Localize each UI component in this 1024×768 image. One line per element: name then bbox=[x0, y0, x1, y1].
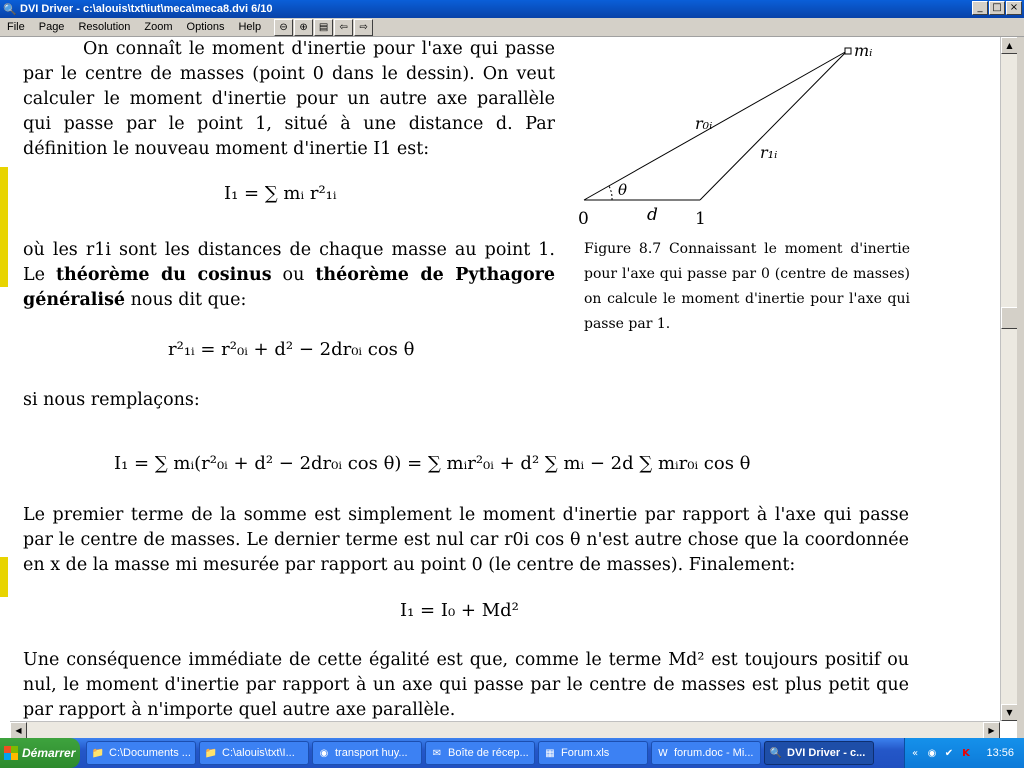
label-d: d bbox=[647, 205, 658, 225]
label-mi: mᵢ bbox=[854, 41, 873, 60]
system-tray bbox=[904, 738, 1024, 768]
excel-icon: ▦ bbox=[545, 747, 555, 759]
network-icon[interactable]: ✔ bbox=[944, 747, 954, 759]
label-theta: θ bbox=[618, 181, 628, 199]
left-margin-strip bbox=[0, 37, 10, 737]
maximize-button[interactable]: □ bbox=[989, 1, 1005, 15]
figure-caption: Figure 8.7 Connaissant le moment d'inertie pour l'axe qui passe par 0 (centre de masses) on calcule le moment d'inertie pour l'axe qui passe par 1. bbox=[584, 241, 910, 332]
pythagore-theorem: théorème de Pythagore généralisé bbox=[23, 265, 556, 310]
equation-4: I₁ = I₀ + Md² bbox=[400, 600, 519, 621]
taskbar bbox=[0, 738, 1024, 768]
minimize-button[interactable]: _ bbox=[972, 1, 988, 15]
mass-point bbox=[845, 48, 851, 54]
vertical-scroll-thumb[interactable] bbox=[1001, 307, 1018, 329]
folder-icon: 📁 bbox=[91, 747, 105, 759]
cosine-theorem: théorème du cosinus bbox=[55, 265, 272, 285]
paragraph-5: Une conséquence immédiate de cette égalité est que, comme le terme Md² est toujours positif ou nul, le moment d'inertie par rapport à un axe qui passe par le centre de masses est plus petit que par rapport à n'importe quel autre axe parallèle. bbox=[23, 650, 909, 720]
menu-help[interactable]: Help bbox=[238, 20, 262, 33]
task-alouis-folder[interactable]: 📁 C:\alouis\txt\I... bbox=[199, 741, 309, 765]
scroll-left-arrow-icon[interactable]: ◀ bbox=[10, 722, 27, 739]
prev-page-icon[interactable]: ⇦ bbox=[334, 19, 353, 36]
theta-arc bbox=[609, 186, 612, 200]
word-icon: W bbox=[658, 747, 668, 759]
equation-3: I₁ = ∑ mᵢ(r²₀ᵢ + d² − 2dr₀ᵢ cos θ) = ∑ mᵢr²₀ᵢ + d² ∑ mᵢ − 2d ∑ mᵢr₀ᵢ cos θ bbox=[114, 453, 751, 474]
r0i-line bbox=[584, 51, 847, 200]
scroll-up-arrow-icon[interactable]: ▲ bbox=[1001, 37, 1018, 54]
window-title: DVI Driver - c:\alouis\txt\iut\meca\meca8.dvi 6/10 bbox=[20, 3, 273, 15]
folder-icon: 📁 bbox=[204, 747, 218, 759]
antivirus-icon[interactable]: K bbox=[962, 747, 970, 759]
speaker-icon[interactable]: ◉ bbox=[927, 747, 937, 759]
close-button[interactable]: × bbox=[1006, 1, 1022, 15]
title-bar[interactable] bbox=[0, 0, 1024, 18]
menu-resolution[interactable]: Resolution bbox=[78, 20, 131, 33]
clock[interactable]: 13:56 bbox=[986, 747, 1014, 759]
paragraph-2: où les r1i sont les distances de chaque masse au point 1. Le théorème du cosinus ou théorème de Pythagore généralisé nous dit que: bbox=[23, 240, 556, 310]
menu-options[interactable]: Options bbox=[186, 20, 225, 33]
zoom-out-icon[interactable]: ⊖ bbox=[274, 19, 293, 36]
r1i-line bbox=[700, 51, 847, 200]
window-right-border bbox=[1017, 37, 1024, 738]
equation-1: I₁ = ∑ mᵢ r²₁ᵢ bbox=[224, 183, 337, 204]
label-r0i: r₀ᵢ bbox=[695, 114, 713, 133]
menu-zoom[interactable]: Zoom bbox=[144, 20, 173, 33]
paragraph-4: Le premier terme de la somme est simplement le moment d'inertie par rapport à l'axe qui passe par le centre de masses. Le dernier terme est nul car r0i cos θ n'est autre chose que la coordonnée en x de la masse mi mesurée par rapport au point 0 (le centre de masses). Finalement: bbox=[23, 505, 909, 575]
task-documents-folder[interactable]: 📁 C:\Documents ... bbox=[86, 741, 196, 765]
task-mail[interactable]: ✉ Boîte de récep... bbox=[425, 741, 535, 765]
paragraph-3: si nous remplaçons: bbox=[23, 390, 200, 410]
label-1: 1 bbox=[695, 209, 706, 229]
menu-bar bbox=[0, 18, 1024, 37]
scroll-right-arrow-icon[interactable]: ▶ bbox=[983, 722, 1000, 739]
equation-2: r²₁ᵢ = r²₀ᵢ + d² − 2dr₀ᵢ cos θ bbox=[168, 339, 415, 360]
tray-expand-icon[interactable]: « bbox=[911, 747, 919, 759]
vertical-scrollbar[interactable] bbox=[1000, 37, 1017, 721]
browser-icon: ◉ bbox=[319, 747, 329, 759]
start-button[interactable]: Démarrer bbox=[0, 738, 80, 768]
windows-logo-icon bbox=[4, 746, 18, 760]
document-view[interactable] bbox=[10, 37, 1000, 721]
label-r1i: r₁ᵢ bbox=[760, 143, 778, 162]
dvi-app-icon[interactable]: 🔍 bbox=[3, 3, 17, 16]
paragraph-1: On connaît le moment d'inertie pour l'axe qui passe par le centre de masses (point 0 dans le dessin). On veut calculer le moment d'inertie pour un autre axe parallèle qui passe par le point 1, situé à une distance d. Par définition le nouveau moment d'inertie I1 est: bbox=[23, 39, 555, 159]
menu-page[interactable]: Page bbox=[38, 20, 65, 33]
next-page-icon[interactable]: ⇨ bbox=[354, 19, 373, 36]
scroll-down-arrow-icon[interactable]: ▼ bbox=[1001, 704, 1018, 721]
zoom-in-icon[interactable]: ⊕ bbox=[294, 19, 313, 36]
page-icon[interactable]: ▤ bbox=[314, 19, 333, 36]
mail-icon: ✉ bbox=[432, 747, 442, 759]
figure-diagram bbox=[570, 37, 930, 232]
label-0: 0 bbox=[578, 209, 589, 229]
horizontal-scrollbar[interactable] bbox=[10, 721, 1000, 738]
task-forum-doc[interactable]: W forum.doc - Mi... bbox=[651, 741, 761, 765]
task-dvi-driver[interactable]: 🔍 DVI Driver - c... bbox=[764, 741, 874, 765]
task-browser[interactable]: ◉ transport huy... bbox=[312, 741, 422, 765]
dvi-icon: 🔍 bbox=[769, 747, 783, 759]
menu-file[interactable]: File bbox=[7, 20, 25, 33]
task-forum-xls[interactable]: ▦ Forum.xls bbox=[538, 741, 648, 765]
